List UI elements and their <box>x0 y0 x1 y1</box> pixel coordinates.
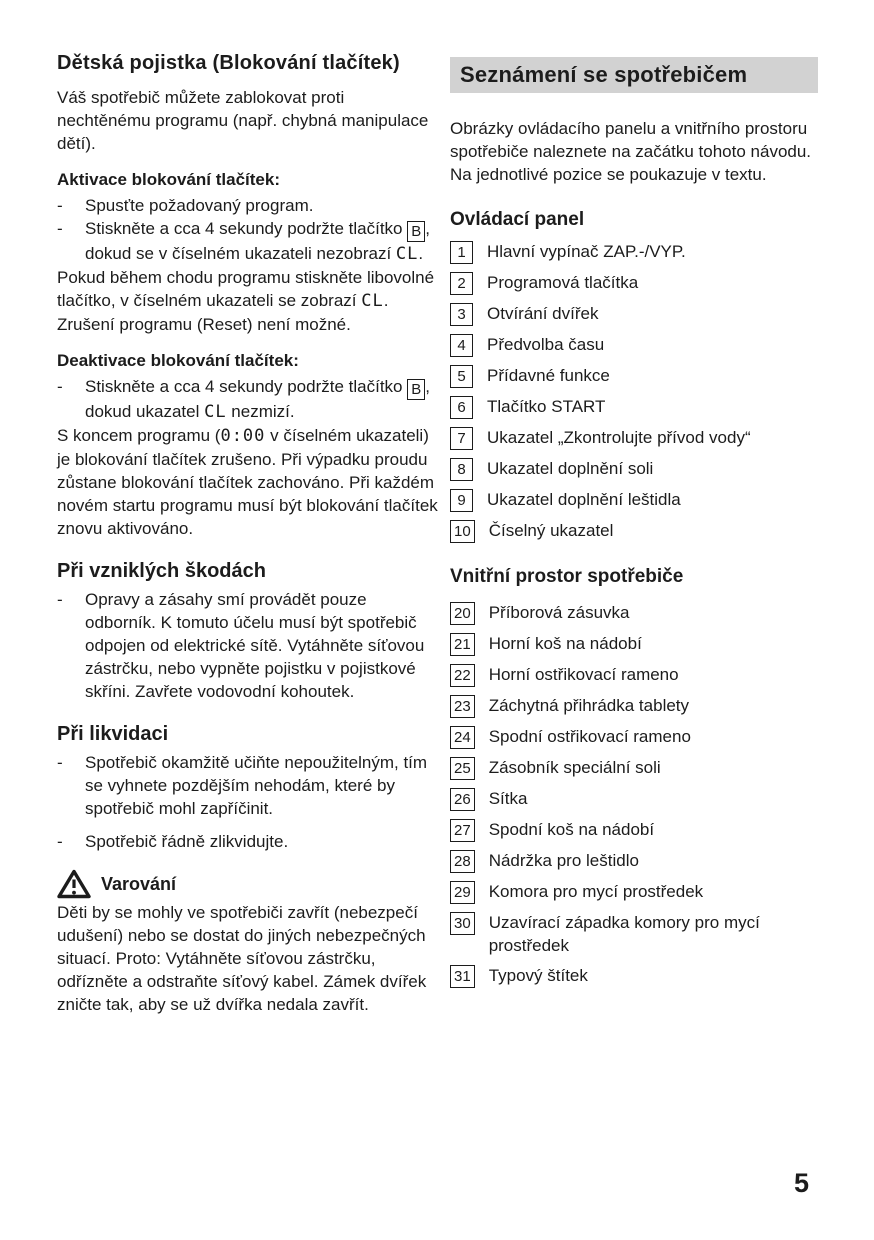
bullet-text: Stiskněte a cca 4 sekundy podržte tlačítko B , dokud ukazatel CL nezmizí. <box>85 377 430 422</box>
list-item <box>450 395 818 419</box>
position-number: 10 <box>450 520 475 543</box>
interior-list <box>450 601 818 988</box>
bullet-text: Opravy a zásahy smí provádět pouze odborník. K tomuto účelu musí být spotřebič odpojen od elektrické sítě. Vytáhněte síťovou zástrčku, nebo vypněte pojistku v pojistkové skříni. Zavřete vodovodní kohoutek. <box>85 590 425 701</box>
list-item <box>450 601 818 625</box>
position-number: 8 <box>450 458 473 481</box>
position-number: 26 <box>450 788 475 811</box>
interior-heading: Vnitřní prostor spotřebiče <box>450 566 684 587</box>
list-item <box>450 911 818 957</box>
position-label: Typový štítek <box>488 966 588 985</box>
position-number: 1 <box>450 241 473 264</box>
position-label: Hlavní vypínač ZAP.-/VYP. <box>487 242 686 261</box>
warning-label: Varování <box>101 873 177 894</box>
activation-heading: Aktivace blokování tlačítek: <box>57 170 280 189</box>
position-number: 4 <box>450 334 473 357</box>
bullet-dash: - <box>57 832 63 851</box>
position-label: Horní koš na nádobí <box>488 634 642 653</box>
list-item <box>57 830 442 853</box>
list-item <box>57 375 442 424</box>
position-number: 2 <box>450 272 473 295</box>
list-item <box>450 818 818 842</box>
list-item <box>450 694 818 718</box>
position-label: Horní ostřikovací rameno <box>488 665 679 684</box>
position-label: Tlačítko START <box>487 397 606 416</box>
bullet-text: Stiskněte a cca 4 sekundy podržte tlačítko B , dokud se v číselném ukazateli nezobrazí CL. <box>85 219 430 264</box>
lcd-display-text: CL <box>361 291 384 311</box>
position-number: 27 <box>450 819 475 842</box>
list-item <box>450 849 818 873</box>
key-b-button-glyph: B <box>407 379 425 400</box>
bullet-text: Spotřebič okamžitě učiňte nepoužitelným, tím se vyhnete pozdějším nehodám, které by spotřebič mohl zapříčinit. <box>85 753 428 818</box>
position-number: 25 <box>450 757 475 780</box>
deactivation-note: S koncem programu (0:00 v číselném ukazateli) je blokování tlačítek zrušeno. Při výpadku proudu zůstane blokování tlačítek zachováno. Při každém novém startu programu musí být blokování tlačítek znovu aktivováno. <box>57 426 438 538</box>
position-number: 31 <box>450 965 475 988</box>
position-number: 22 <box>450 664 475 687</box>
section-intro: Obrázky ovládacího panelu a vnitřního prostoru spotřebiče naleznete na začátku tohoto návodu. <box>450 119 812 161</box>
bullet-dash: - <box>57 219 63 238</box>
list-item <box>57 588 442 703</box>
position-number: 20 <box>450 602 475 625</box>
position-label: Spodní ostřikovací rameno <box>488 727 691 746</box>
warning-text: Děti by se mohly ve spotřebiči zavřít (nebezpečí udušení) nebo se dostat do jiných nebezpečných situací. Proto: Vytáhněte síťovou zástrčku, odřízněte a odstraňte síťový kabel. Zámek dvířek zničte tak, aby se už dvířka nedala zavřít. <box>57 903 427 1014</box>
damages-heading: Při vzniklých škodách <box>57 560 266 582</box>
position-label: Ukazatel doplnění soli <box>487 459 654 478</box>
right-column <box>450 57 818 995</box>
section-intro-2: Na jednotlivé pozice se poukazuje v textu. <box>450 165 767 184</box>
position-number: 6 <box>450 396 473 419</box>
bullet-text: Spusťte požadovaný program. <box>85 196 314 215</box>
disposal-heading: Při likvidaci <box>57 723 169 745</box>
position-label: Zásobník speciální soli <box>488 758 661 777</box>
position-number: 23 <box>450 695 475 718</box>
lcd-display-text: CL <box>395 244 419 264</box>
position-number: 21 <box>450 633 475 656</box>
position-label: Spodní koš na nádobí <box>488 820 655 839</box>
list-item <box>450 488 818 512</box>
position-number: 28 <box>450 850 475 873</box>
list-item <box>57 194 442 217</box>
control-panel-heading: Ovládací panel <box>450 209 585 230</box>
list-item <box>450 426 818 450</box>
list-item <box>57 217 442 266</box>
position-label: Otvírání dvířek <box>487 304 599 323</box>
lcd-display-text: CL <box>204 402 227 422</box>
position-label: Přídavné funkce <box>487 366 610 385</box>
list-item <box>450 302 818 326</box>
position-label: Komora pro mycí prostředek <box>488 882 704 901</box>
list-item <box>450 271 818 295</box>
page-number: 5 <box>794 1168 810 1198</box>
position-label: Nádržka pro leštidlo <box>488 851 639 870</box>
position-number: 30 <box>450 912 475 935</box>
position-label: Číselný ukazatel <box>488 521 614 540</box>
list-item <box>450 457 818 481</box>
list-item <box>450 964 818 988</box>
position-number: 3 <box>450 303 473 326</box>
bullet-dash: - <box>57 590 63 609</box>
position-number: 9 <box>450 489 473 512</box>
list-item <box>450 333 818 357</box>
lcd-display-text: 0:00 <box>220 426 266 446</box>
position-label: Záchytná přihrádka tablety <box>488 696 690 715</box>
position-number: 5 <box>450 365 473 388</box>
position-label: Ukazatel „Zkontrolujte přívod vody“ <box>487 428 751 447</box>
position-number: 24 <box>450 726 475 749</box>
intro-paragraph: Váš spotřebič můžete zablokovat proti nechtěnému programu (např. chybná manipulace dětí). <box>57 88 429 153</box>
position-number: 29 <box>450 881 475 904</box>
list-item <box>450 787 818 811</box>
list-item <box>450 663 818 687</box>
page-title: Dětská pojistka (Blokování tlačítek) <box>57 52 400 74</box>
bullet-dash: - <box>57 196 63 215</box>
bullet-dash: - <box>57 753 63 772</box>
position-number: 7 <box>450 427 473 450</box>
deactivation-heading: Deaktivace blokování tlačítek: <box>57 351 299 370</box>
left-column <box>57 50 442 1016</box>
position-label: Programová tlačítka <box>487 273 639 292</box>
list-item <box>57 751 442 820</box>
bullet-dash: - <box>57 377 63 396</box>
list-item <box>450 632 818 656</box>
activation-note: Pokud během chodu programu stiskněte libovolné tlačítko, v číselném ukazateli se zobrazí CL. Zrušení programu (Reset) není možné. <box>57 268 435 334</box>
list-item <box>450 519 818 543</box>
key-b-button-glyph: B <box>407 221 425 242</box>
position-label: Sítka <box>488 789 528 808</box>
list-item <box>450 880 818 904</box>
control-panel-list <box>450 240 818 543</box>
bullet-text: Spotřebič řádně zlikvidujte. <box>85 832 289 851</box>
position-label: Předvolba času <box>487 335 605 354</box>
list-item <box>450 364 818 388</box>
list-item <box>450 756 818 780</box>
position-label: Ukazatel doplnění leštidla <box>487 490 681 509</box>
position-label: Uzavírací západka komory pro mycí prostředek <box>488 913 760 955</box>
position-label: Příborová zásuvka <box>488 603 630 622</box>
section-title: Seznámení se spotřebičem <box>450 57 818 93</box>
list-item <box>450 240 818 264</box>
warning-header <box>57 869 442 899</box>
list-item <box>450 725 818 749</box>
warning-triangle-icon <box>57 869 91 899</box>
